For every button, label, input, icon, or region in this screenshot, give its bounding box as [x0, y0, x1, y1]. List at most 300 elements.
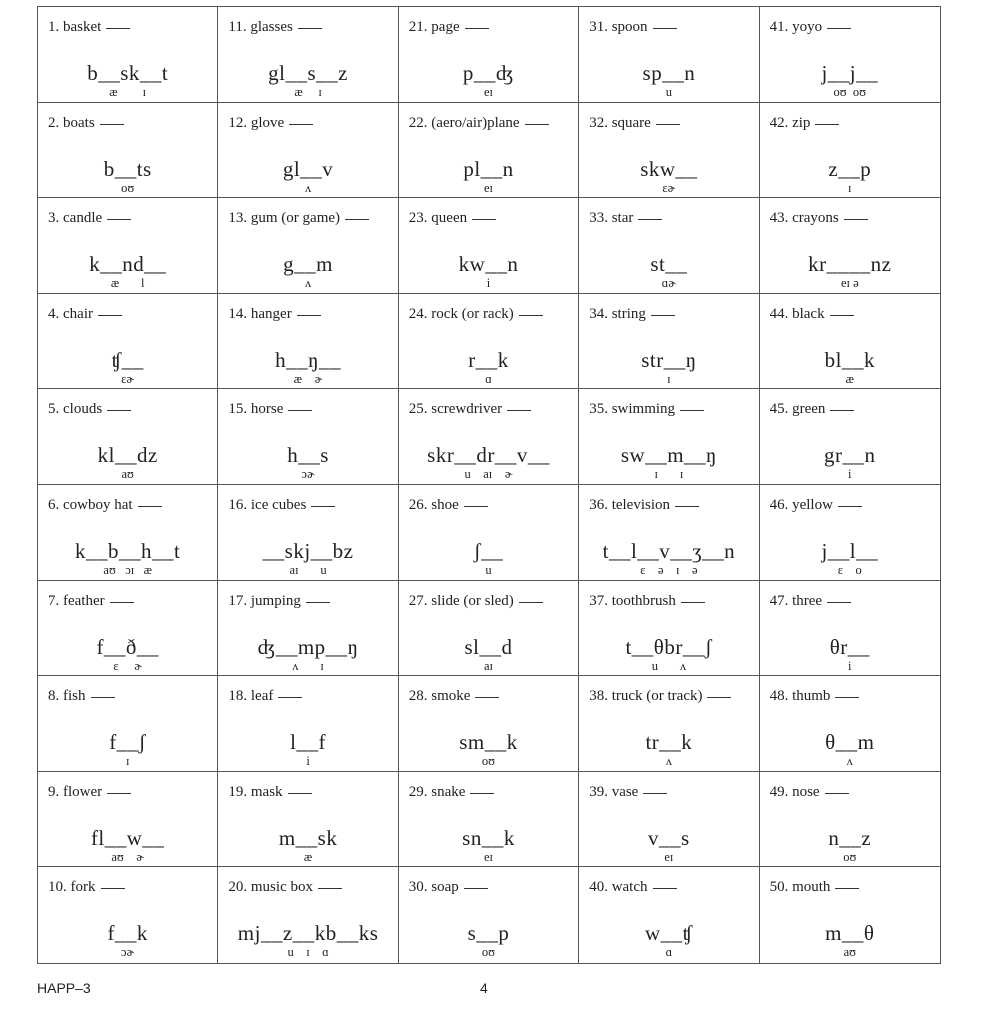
word-cell — [38, 198, 218, 294]
answer-blank — [827, 28, 851, 29]
item-label-text: 34. string — [589, 305, 646, 322]
transcription-word: l__f — [290, 730, 326, 755]
item-label — [589, 210, 662, 227]
word-cell — [760, 294, 940, 390]
transcription-word: n__z — [828, 825, 872, 850]
answer-blank — [464, 888, 488, 889]
answer-blank — [472, 219, 496, 220]
item-label — [770, 306, 854, 323]
vowel-symbols: i — [306, 754, 310, 769]
vowel-symbols: ɑ — [665, 945, 673, 960]
vowel-symbols: oʊ — [481, 945, 496, 960]
vowel-symbols: ʌ — [665, 754, 673, 769]
answer-blank — [651, 315, 675, 316]
answer-blank — [101, 888, 125, 889]
word-cell — [399, 294, 579, 390]
vowel-symbols: aʊ — [843, 945, 856, 960]
transcription-word: j__j__ — [821, 61, 879, 85]
transcription-word: j__l__ — [821, 538, 879, 563]
item-label — [409, 401, 531, 418]
vowel-symbols: ɛ ɚ — [113, 658, 143, 673]
word-cell — [218, 867, 398, 963]
item-label-text: 32. square — [589, 114, 651, 131]
item-label-text: 45. green — [769, 401, 826, 418]
item-label — [770, 115, 840, 132]
word-cell — [38, 485, 218, 581]
answer-blank — [638, 219, 662, 220]
word-cell — [399, 389, 579, 485]
vowel-symbols: æ l — [110, 276, 145, 291]
transcription-word: t__l__v__ʒ__n — [602, 538, 736, 563]
item-label — [228, 210, 369, 227]
vowel-symbols: aʊ — [121, 467, 134, 482]
item-label — [48, 688, 115, 705]
vowel-symbols: ɑɚ — [661, 276, 677, 291]
answer-blank — [91, 697, 115, 698]
item-label-text: 20. music box — [228, 879, 313, 896]
item-label — [589, 784, 667, 801]
word-cell — [579, 7, 759, 103]
item-label-text: 38. truck (or track) — [589, 688, 703, 705]
item-label-text: 10. fork — [48, 879, 96, 896]
transcription-word: ʃ__ — [473, 538, 504, 563]
vowel-symbols: æ — [303, 849, 313, 864]
transcription-word: r__k — [468, 347, 509, 372]
item-label-text: 17. jumping — [228, 592, 301, 609]
item-label-text: 39. vase — [589, 783, 639, 800]
transcription-word: pl__n — [463, 156, 514, 181]
transcription-word: fl__w__ — [90, 825, 165, 850]
transcription-word: ʤ__mp__ŋ — [257, 634, 359, 659]
answer-blank — [98, 315, 122, 316]
word-cell — [218, 485, 398, 581]
item-label — [48, 210, 131, 227]
item-label — [228, 497, 335, 514]
transcription-word: kw__n — [458, 252, 519, 277]
item-label — [409, 19, 489, 36]
answer-blank — [830, 315, 854, 316]
word-cell — [579, 485, 759, 581]
answer-blank — [464, 506, 488, 507]
answer-blank — [830, 410, 854, 411]
transcription-word: mj__z__kb__ks — [237, 921, 379, 946]
item-label — [770, 688, 860, 705]
answer-blank — [470, 793, 494, 794]
answer-blank — [825, 793, 849, 794]
transcription-word: sp__n — [642, 61, 696, 85]
vowel-symbols: aɪ u — [289, 562, 327, 577]
item-label-text: 7. feather — [48, 592, 105, 609]
vowel-symbols: oʊ oʊ — [833, 85, 867, 99]
vowel-symbols: i — [486, 276, 491, 291]
transcription-word: ʧ__ — [111, 347, 144, 372]
item-label-text: 6. cowboy hat — [48, 496, 133, 513]
item-label-text: 21. page — [408, 19, 460, 35]
vowel-symbols: eɪ — [483, 180, 493, 195]
answer-blank — [838, 506, 862, 507]
transcription-word: s__p — [467, 921, 510, 946]
transcription-word: h__s — [287, 443, 329, 468]
item-label-text: 35. swimming — [589, 401, 676, 418]
word-cell — [399, 867, 579, 963]
transcription-word: b__sk__t — [87, 61, 169, 85]
word-cell — [38, 581, 218, 677]
answer-blank — [681, 602, 705, 603]
item-label-text: 5. clouds — [48, 401, 103, 418]
transcription-word: sm__k — [459, 730, 518, 755]
vowel-symbols: u aɪ ɚ — [464, 467, 513, 482]
item-label-text: 27. slide (or sled) — [408, 592, 514, 609]
word-grid — [37, 6, 941, 964]
answer-blank — [844, 219, 868, 220]
item-label-text: 40. watch — [589, 879, 648, 896]
item-label — [48, 306, 122, 323]
transcription-word: f__ð__ — [96, 634, 159, 659]
vowel-symbols: ɪ ɪ — [654, 467, 684, 482]
item-label — [48, 115, 124, 132]
item-label-text: 4. chair — [48, 305, 93, 322]
vowel-symbols: ʌ ɪ — [292, 658, 324, 673]
answer-blank — [835, 697, 859, 698]
vowel-symbols: ɛ o — [837, 562, 862, 577]
transcription-word: st__ — [650, 252, 688, 277]
vowel-symbols: ɛɚ — [121, 371, 135, 386]
word-cell — [760, 581, 940, 677]
vowel-symbols: eɪ — [483, 85, 493, 99]
vowel-symbols: ɔɚ — [121, 945, 135, 960]
word-cell — [218, 389, 398, 485]
item-label — [409, 306, 543, 323]
item-label — [770, 593, 851, 610]
item-label — [770, 784, 849, 801]
answer-blank — [815, 124, 839, 125]
item-label — [770, 497, 862, 514]
item-label — [589, 593, 705, 610]
word-cell — [38, 772, 218, 868]
transcription-word: m__θ — [825, 921, 875, 946]
answer-blank — [107, 219, 131, 220]
item-label — [228, 401, 312, 418]
vowel-symbols: ʌ — [846, 754, 853, 769]
word-cell — [760, 485, 940, 581]
transcription-word: skw__ — [640, 156, 698, 181]
vowel-symbols: u ɪ ɑ — [287, 945, 329, 960]
item-label-text: 23. queen — [408, 210, 468, 227]
vowel-symbols: ʌ — [304, 180, 312, 195]
word-cell — [579, 676, 759, 772]
transcription-word: __skj__bz — [262, 538, 354, 563]
item-label-text: 14. hanger — [228, 305, 292, 322]
word-cell — [218, 7, 398, 103]
word-cell — [38, 103, 218, 199]
transcription-word: p__ʤ — [462, 61, 515, 85]
word-cell — [218, 772, 398, 868]
answer-blank — [707, 697, 731, 698]
transcription-word: kr____nz — [808, 252, 892, 277]
item-label — [48, 19, 130, 36]
word-cell — [38, 389, 218, 485]
vowel-symbols: eɪ — [483, 849, 493, 864]
transcription-word: f__ʃ — [109, 730, 147, 755]
word-cell — [760, 676, 940, 772]
answer-blank — [107, 793, 131, 794]
answer-blank — [643, 793, 667, 794]
word-cell — [399, 198, 579, 294]
word-cell — [218, 103, 398, 199]
item-label — [770, 19, 852, 36]
answer-blank — [465, 28, 489, 29]
item-label — [48, 497, 162, 514]
word-cell — [579, 198, 759, 294]
item-label — [770, 401, 855, 418]
item-label — [228, 879, 342, 896]
transcription-word: kl__dz — [97, 443, 158, 468]
answer-blank — [656, 124, 680, 125]
vowel-symbols: eɪ — [664, 849, 674, 864]
word-cell — [399, 485, 579, 581]
word-cell — [579, 294, 759, 390]
item-label — [48, 784, 131, 801]
vowel-symbols: æ ɪ — [109, 85, 147, 99]
word-cell — [760, 772, 940, 868]
item-label-text: 43. crayons — [769, 210, 839, 227]
vowel-symbols: aʊ ɚ — [111, 849, 145, 864]
transcription-word: z__p — [828, 156, 872, 181]
answer-blank — [835, 888, 859, 889]
word-cell — [399, 676, 579, 772]
item-label-text: 24. rock (or rack) — [408, 305, 514, 322]
vowel-symbols: ɑ — [485, 371, 492, 386]
item-label-text: 2. boats — [48, 114, 95, 131]
vowel-symbols: u ʌ — [651, 658, 687, 673]
word-cell — [760, 867, 940, 963]
vowel-symbols: oʊ — [481, 754, 496, 769]
vowel-symbols: ʌ — [304, 276, 312, 291]
item-label-text: 13. gum (or game) — [228, 210, 341, 227]
item-label-text: 46. yellow — [769, 496, 833, 513]
transcription-word: k__nd__ — [89, 252, 167, 277]
transcription-word: t__θbr__ʃ — [625, 634, 713, 659]
answer-blank — [507, 410, 531, 411]
item-label — [228, 784, 311, 801]
form-code: HAPP–3 — [37, 980, 91, 996]
answer-blank — [288, 793, 312, 794]
vowel-symbols: ɛɚ — [662, 180, 676, 195]
item-label — [589, 19, 676, 36]
vowel-symbols: ɔɚ — [301, 467, 315, 482]
item-label-text: 16. ice cubes — [228, 496, 307, 513]
word-cell — [760, 389, 940, 485]
item-label — [228, 19, 321, 36]
item-label-text: 3. candle — [48, 210, 103, 227]
item-label-text: 12. glove — [228, 114, 285, 131]
answer-blank — [345, 219, 369, 220]
answer-blank — [289, 124, 313, 125]
vowel-symbols: aɪ — [483, 658, 493, 673]
item-label — [589, 115, 680, 132]
answer-blank — [525, 124, 549, 125]
word-cell — [38, 7, 218, 103]
transcription-word: θ__m — [825, 730, 875, 755]
transcription-word: w__ʧ — [644, 921, 693, 946]
item-label-text: 8. fish — [48, 688, 86, 705]
vowel-symbols: aʊ ɔɪ æ — [103, 562, 152, 577]
item-label — [228, 593, 330, 610]
item-label — [409, 784, 495, 801]
answer-blank — [318, 888, 342, 889]
answer-blank — [138, 506, 162, 507]
answer-blank — [106, 28, 130, 29]
answer-blank — [311, 506, 335, 507]
transcription-word: f__k — [107, 921, 148, 946]
item-label — [589, 879, 676, 896]
transcription-word: sw__m__ŋ — [620, 443, 717, 468]
transcription-word: θr__ — [829, 634, 870, 659]
answer-blank — [288, 410, 312, 411]
vowel-symbols: oʊ — [121, 180, 135, 195]
word-cell — [38, 867, 218, 963]
answer-blank — [519, 602, 543, 603]
item-label — [409, 115, 549, 132]
transcription-word: gl__v — [282, 156, 334, 181]
item-label-text: 15. horse — [228, 401, 284, 418]
transcription-word: tr__k — [645, 730, 693, 755]
item-label-text: 37. toothbrush — [589, 592, 676, 609]
transcription-word: b__ts — [103, 156, 152, 181]
item-label-text: 42. zip — [769, 114, 811, 131]
word-cell — [579, 389, 759, 485]
answer-blank — [675, 506, 699, 507]
item-label-text: 47. three — [769, 592, 823, 609]
item-label-text: 26. shoe — [408, 496, 459, 513]
item-label-text: 30. soap — [408, 879, 459, 896]
transcription-word: sn__k — [462, 825, 515, 850]
item-label-text: 48. thumb — [769, 688, 831, 705]
answer-blank — [680, 410, 704, 411]
answer-blank — [100, 124, 124, 125]
transcription-word: m__sk — [278, 825, 338, 850]
item-label — [228, 306, 320, 323]
vowel-symbols: æ ɚ — [293, 371, 323, 386]
item-label — [589, 306, 675, 323]
transcription-word: sl__d — [464, 634, 513, 659]
transcription-word: str__ŋ — [641, 347, 697, 372]
word-cell — [218, 294, 398, 390]
item-label-text: 9. flower — [48, 783, 103, 800]
page-number: 4 — [480, 980, 488, 996]
item-label — [589, 401, 704, 418]
vowel-symbols: ɪ — [125, 754, 130, 769]
word-cell — [399, 772, 579, 868]
word-cell — [579, 581, 759, 677]
item-label — [409, 688, 500, 705]
item-label — [409, 593, 543, 610]
transcription-word: skr__dr__v__ — [427, 443, 550, 468]
item-label-text: 28. smoke — [408, 688, 471, 705]
transcription-word: v__s — [648, 825, 690, 850]
vowel-symbols: i — [848, 658, 852, 673]
item-label — [589, 688, 731, 705]
item-label-text: 31. spoon — [589, 19, 648, 35]
item-label-text: 25. screwdriver — [408, 401, 503, 418]
vowel-symbols: eɪ ə — [840, 276, 859, 291]
answer-blank — [306, 602, 330, 603]
vowel-symbols: oʊ — [843, 849, 857, 864]
word-cell — [38, 676, 218, 772]
word-cell — [218, 676, 398, 772]
answer-blank — [475, 697, 499, 698]
word-cell — [218, 198, 398, 294]
item-label-text: 50. mouth — [769, 879, 831, 896]
item-label-text: 33. star — [589, 210, 634, 227]
word-cell — [399, 581, 579, 677]
item-label — [409, 497, 488, 514]
transcription-word: h__ŋ__ — [275, 347, 342, 372]
answer-blank — [519, 315, 543, 316]
word-cell — [760, 7, 940, 103]
item-label — [48, 401, 131, 418]
answer-blank — [298, 28, 322, 29]
item-label-text: 19. mask — [228, 783, 283, 800]
item-label — [770, 879, 860, 896]
word-cell — [38, 294, 218, 390]
answer-blank — [827, 602, 851, 603]
answer-blank — [278, 697, 302, 698]
answer-blank — [297, 315, 321, 316]
vowel-symbols: ɛ ə ɪ ə — [640, 562, 698, 577]
item-label — [589, 497, 699, 514]
word-cell — [399, 7, 579, 103]
transcription-word: gl__s__z — [268, 61, 348, 85]
item-label-text: 41. yoyo — [769, 19, 823, 35]
transcription-word: k__b__h__t — [75, 538, 181, 563]
item-label — [409, 879, 488, 896]
item-label-text: 44. black — [769, 305, 825, 322]
item-label — [770, 210, 868, 227]
item-label-text: 36. television — [589, 496, 671, 513]
vowel-symbols: ɪ — [667, 371, 671, 386]
answer-blank — [107, 410, 131, 411]
item-label-text: 18. leaf — [228, 688, 274, 705]
vowel-symbols: u — [485, 562, 492, 577]
item-label-text: 1. basket — [48, 19, 102, 35]
word-cell — [760, 198, 940, 294]
word-cell — [579, 867, 759, 963]
vowel-symbols: æ ɪ — [294, 85, 322, 99]
word-cell — [760, 103, 940, 199]
word-cell — [218, 581, 398, 677]
item-label — [409, 210, 496, 227]
item-label — [48, 593, 134, 610]
answer-blank — [653, 888, 677, 889]
word-cell — [579, 772, 759, 868]
vowel-symbols: ɪ — [848, 180, 852, 195]
item-label — [228, 115, 313, 132]
vowel-symbols: u — [665, 85, 673, 99]
answer-blank — [653, 28, 677, 29]
transcription-word: g__m — [283, 252, 334, 277]
transcription-word: bl__k — [824, 347, 875, 372]
word-cell — [579, 103, 759, 199]
item-label-text: 22. (aero/air)plane — [408, 114, 520, 131]
vowel-symbols: æ — [845, 371, 854, 386]
transcription-word: gr__n — [824, 443, 876, 468]
word-cell — [399, 103, 579, 199]
item-label-text: 29. snake — [408, 783, 466, 800]
item-label — [48, 879, 125, 896]
vowel-symbols: i — [848, 467, 852, 482]
answer-blank — [110, 602, 134, 603]
